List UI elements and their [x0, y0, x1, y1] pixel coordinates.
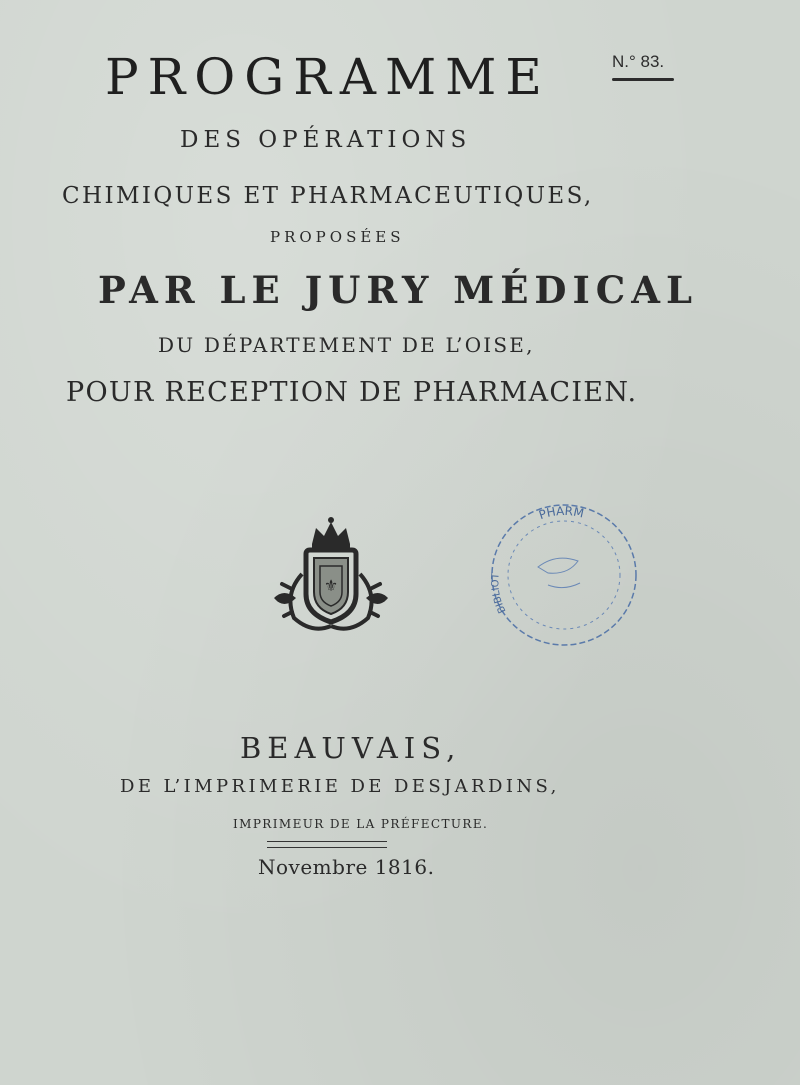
- royal-emblem-icon: [272, 514, 390, 636]
- purpose-line: POUR RECEPTION DE PHARMACIEN.: [66, 377, 638, 408]
- subtitle-line-3: PROPOSÉES: [270, 228, 405, 246]
- svg-text:BIBLIOT: [490, 572, 508, 615]
- catalog-number-label: N.° 83.: [612, 52, 665, 71]
- svg-text:⚜: ⚜: [323, 576, 339, 595]
- subtitle-line-2: CHIMIQUES ET PHARMACEUTIQUES,: [62, 183, 594, 209]
- document-title: PROGRAMME: [105, 48, 551, 106]
- library-stamp-icon: [478, 495, 650, 653]
- publication-date: Novembre 1816.: [258, 855, 435, 879]
- double-rule-divider: [267, 841, 387, 848]
- jury-heading: PAR LE JURY MÉDICAL: [98, 268, 698, 312]
- catalog-number: [612, 52, 682, 94]
- svg-text:PHARM: [537, 504, 585, 522]
- place-of-printing: BEAUVAIS,: [240, 731, 462, 765]
- catalog-number-underline: [612, 78, 674, 81]
- printer-title-line: IMPRIMEUR DE LA PRÉFECTURE.: [233, 817, 489, 831]
- stamp-text-left: BIBLIOT: [490, 572, 509, 615]
- stamp-text-top: PHARM: [537, 503, 586, 523]
- printer-line: DE L’IMPRIMERIE DE DESJARDINS,: [120, 776, 560, 797]
- department-line: DU DÉPARTEMENT DE L’OISE,: [158, 333, 535, 357]
- subtitle-line-1: DES OPÉRATIONS: [180, 127, 472, 153]
